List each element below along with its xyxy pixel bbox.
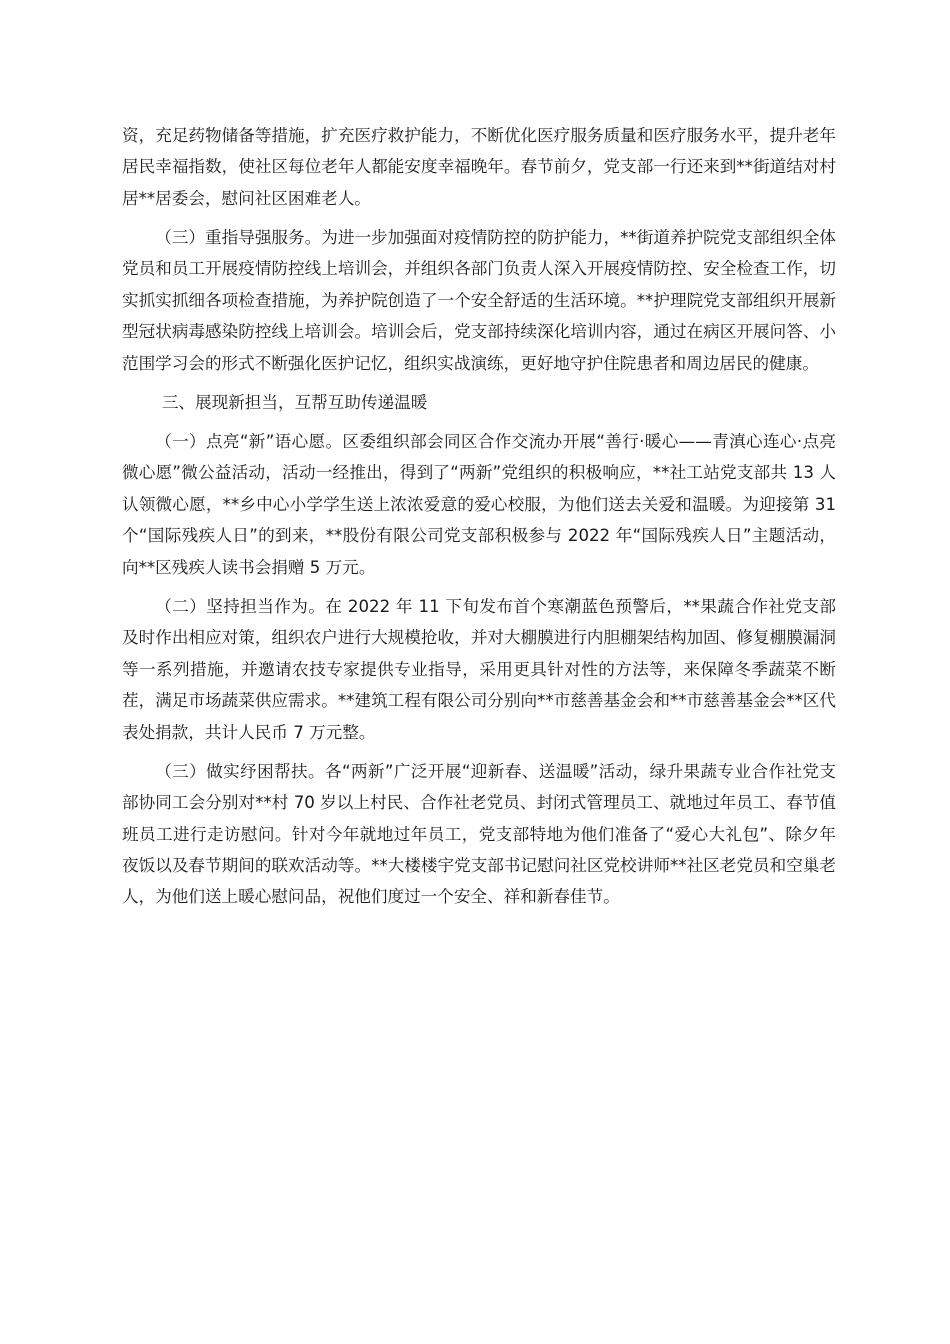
paragraph-continuation: 资，充足药物储备等措施，扩充医疗救护能力，不断优化医疗服务质量和医疗服务水平，提升老年居民幸福指数，使社区每位老年人都能安度幸福晚年。春节前夕，党支部一行还来到**街道结对村居**居委会，慰问社区困难老人。 <box>122 126 836 208</box>
paragraph-relief-assistance: （三）做实纾困帮扶。各“两新”广泛开展“迎新春、送温暖”活动，绿升果蔬专业合作社党支部协同工会分别对**村 70 岁以上村民、合作社老党员、封闭式管理员工、就地过年员工、春节值班员工进行走访慰问。针对今年就地过年员工，党支部特地为他们准备了“爱心大礼包”、除夕年夜饭以及春节期间的联欢活动等。**大楼楼宇党支部书记慰问社区党校讲师**社区老党员和空巢老人，为他们送上暖心慰问品，祝他们度过一个安全、祥和新春佳节。 <box>122 761 836 907</box>
section-heading: 三、展现新担当，互帮互助传递温暖 <box>161 392 428 412</box>
paragraph-micro-wish: （一）点亮“新”语心愿。区委组织部会同区合作交流办开展“善行·暖心——青滇心连心·点亮微心愿”微公益活动，活动一经推出，得到了“两新”党组织的积极响应，**社工站党支部共 13 人认领微心愿，**乡中心小学学生送上浓浓爱意的爱心校服，为他们送去关爱和温暖。为迎接第 31 个“国际残疾人日”的到来，**股份有限公司党支部积极参与 2022 年“国际残疾人日”主题活动，向**区残疾人读书会捐赠 5 万元。 <box>122 432 836 577</box>
paragraph-responsibility: （二）坚持担当作为。在 2022 年 11 下旬发布首个寒潮蓝色预警后，**果蔬合作社党支部及时作出相应对策，组织农户进行大规模抢收，并对大棚膜进行内胆棚架结构加固、修复棚膜漏洞等一系列措施，并邀请农技专家提供专业指导，采用更具针对性的方法等，来保障冬季蔬菜不断茬，满足市场蔬菜供应需求。**建筑工程有限公司分别向**市慈善基金会和**市慈善基金会**区代表处捐款，共计人民币 7 万元整。 <box>122 596 836 742</box>
paragraph-guidance-service: （三）重指导强服务。为进一步加强面对疫情防控的防护能力，**街道养护院党支部组织全体党员和员工开展疫情防控线上培训会，并组织各部门负责人深入开展疫情防控、安全检查工作，切实抓实抓细各项检查措施，为养护院创造了一个安全舒适的生活环境。**护理院党支部组织开展新型冠状病毒感染防控线上培训会。培训会后，党支部持续深化培训内容，通过在病区开展问答、小范围学习会的形式不断强化医护记忆，组织实战演练，更好地守护住院患者和周边居民的健康。 <box>122 228 836 373</box>
document-body <box>122 120 836 913</box>
